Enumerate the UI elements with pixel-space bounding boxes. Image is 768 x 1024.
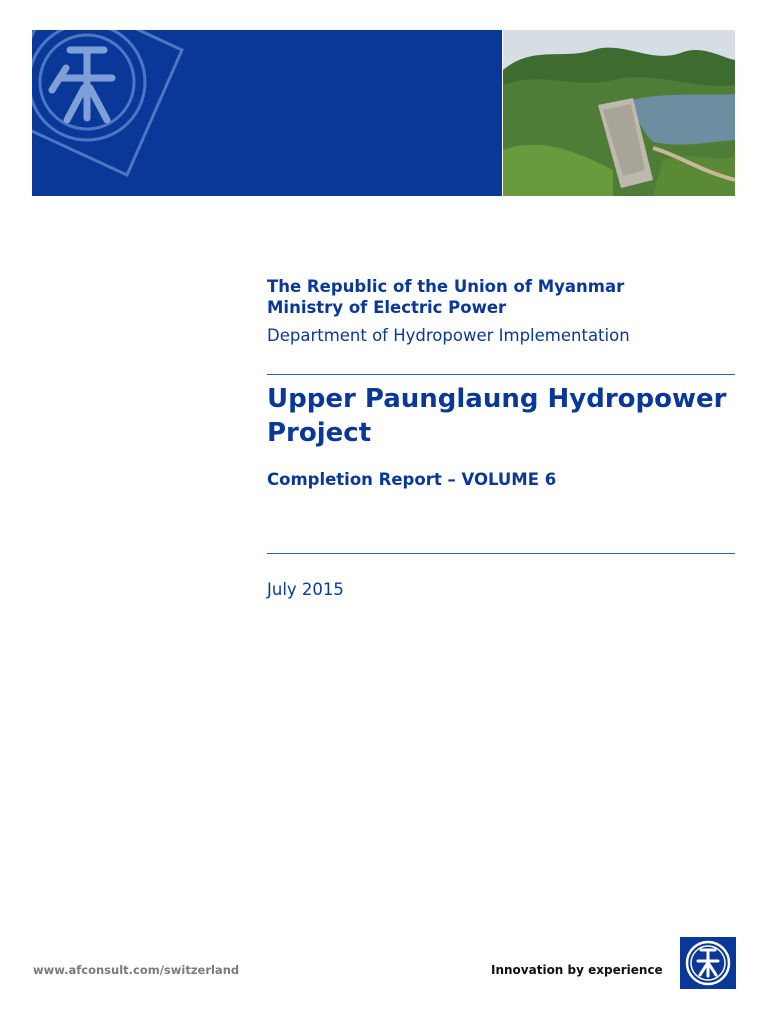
header-banner xyxy=(32,30,502,196)
project-title: Upper Paunglaung Hydropower Project xyxy=(267,384,727,448)
divider-top xyxy=(267,374,735,375)
report-date: July 2015 xyxy=(267,580,344,599)
footer-url: www.afconsult.com/switzerland xyxy=(33,963,240,977)
republic-heading: The Republic of the Union of Myanmar xyxy=(267,277,625,296)
af-watermark-icon xyxy=(32,30,502,196)
af-logo-icon xyxy=(680,937,736,989)
ministry-heading: Ministry of Electric Power xyxy=(267,298,507,317)
divider-bottom xyxy=(267,553,735,554)
department-heading: Department of Hydropower Implementation xyxy=(267,326,630,345)
footer-tagline: Innovation by experience xyxy=(491,963,663,977)
report-subtitle: Completion Report – VOLUME 6 xyxy=(267,470,557,489)
dam-photo xyxy=(503,30,735,196)
